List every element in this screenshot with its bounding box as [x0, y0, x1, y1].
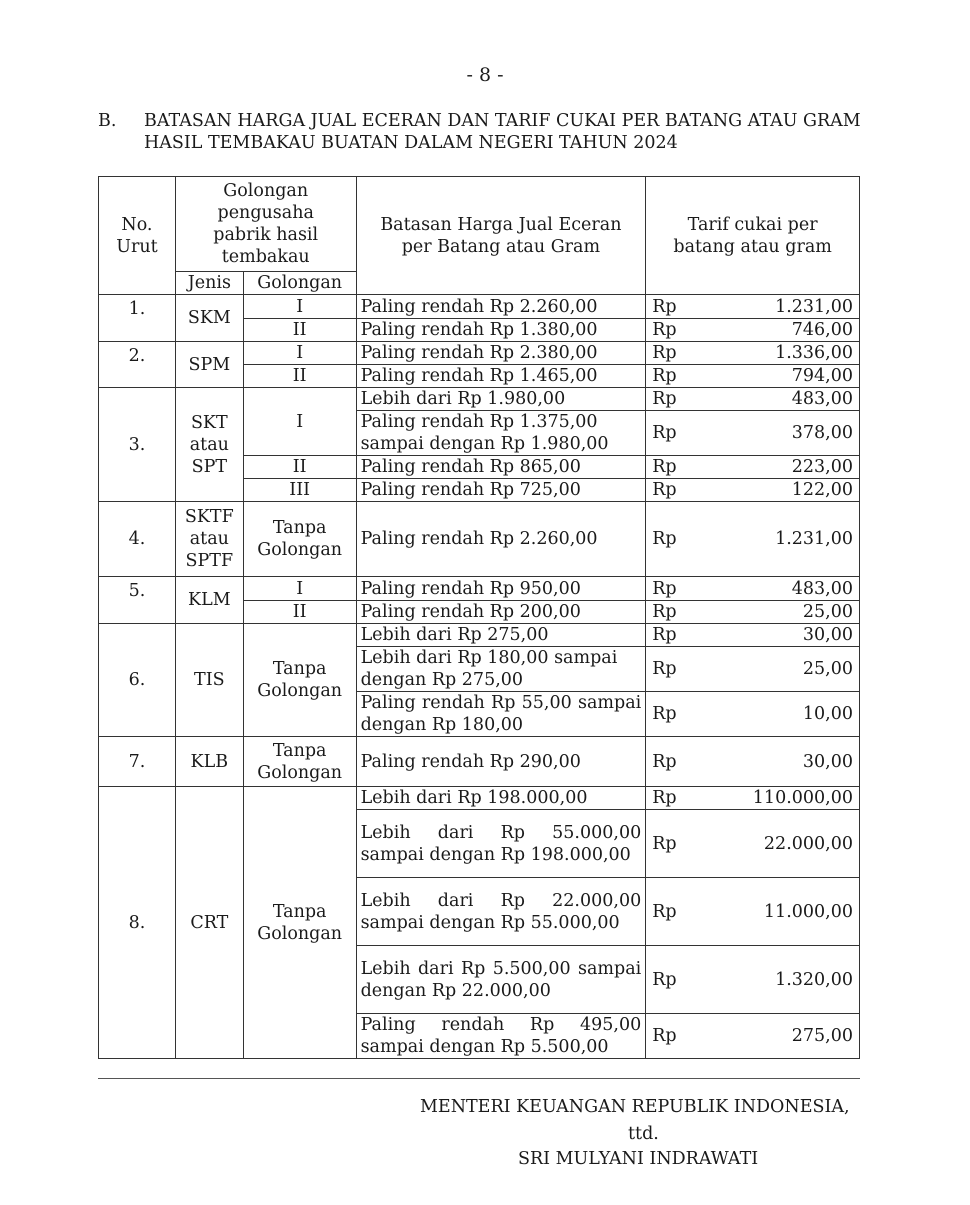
golongan-cell: Tanpa Golongan — [243, 624, 356, 737]
golongan-cell: III — [243, 479, 356, 502]
page-number: - 8 - — [466, 64, 504, 86]
tarif-table — [98, 176, 860, 1059]
tarif-cell — [646, 737, 860, 787]
harga-cell: Paling rendah Rp 2.380,00 — [356, 342, 646, 365]
table-row — [99, 295, 860, 319]
header-harga: Batasan Harga Jual Eceran per Batang atau Gram — [356, 177, 646, 295]
tarif-cell — [646, 365, 860, 388]
table-row — [99, 787, 860, 810]
tarif-value: 122,00 — [791, 480, 853, 500]
signature-ttd: ttd. — [628, 1124, 659, 1144]
harga-cell: Paling rendah Rp 2.260,00 — [356, 295, 646, 319]
tarif-cell — [646, 601, 860, 624]
harga-cell: Lebih dari Rp 5.500,00 sampai dengan Rp 22.000,00 — [356, 946, 646, 1014]
row-number: 7. — [99, 737, 176, 787]
harga-cell: Paling rendah Rp 200,00 — [356, 601, 646, 624]
tarif-cell — [646, 479, 860, 502]
table-row — [99, 624, 860, 647]
tarif-value: 275,00 — [791, 1026, 853, 1046]
tarif-cell — [646, 692, 860, 737]
harga-cell: Paling rendah Rp 865,00 — [356, 456, 646, 479]
tarif-cell — [646, 1014, 860, 1059]
golongan-cell: Tanpa Golongan — [243, 502, 356, 577]
tarif-value: 483,00 — [791, 389, 853, 409]
golongan-cell: II — [243, 601, 356, 624]
table-row — [99, 388, 860, 411]
section-heading — [98, 110, 868, 154]
harga-cell: Lebih dari Rp 1.980,00 — [356, 388, 646, 411]
table-row — [99, 737, 860, 787]
tarif-value: 378,00 — [791, 423, 853, 443]
tarif-value: 223,00 — [791, 457, 853, 477]
currency-label: Rp — [652, 389, 677, 409]
row-number: 4. — [99, 502, 176, 577]
row-number: 8. — [99, 787, 176, 1059]
tarif-cell — [646, 647, 860, 692]
currency-label: Rp — [652, 751, 677, 772]
harga-cell: Paling rendah Rp 55,00 sampai dengan Rp 180,00 — [356, 692, 646, 737]
golongan-cell: II — [243, 319, 356, 342]
jenis-cell: TIS — [175, 624, 243, 737]
jenis-cell: CRT — [175, 787, 243, 1059]
header-golongan-group: Golongan pengusaha pabrik hasil tembakau — [175, 177, 356, 272]
tarif-cell — [646, 624, 860, 647]
tarif-cell — [646, 878, 860, 946]
currency-label: Rp — [652, 901, 677, 922]
harga-cell: Lebih dari Rp 198.000,00 — [356, 787, 646, 810]
currency-label: Rp — [652, 457, 677, 477]
golongan-cell: II — [243, 456, 356, 479]
currency-label: Rp — [652, 659, 677, 679]
tarif-value: 110.000,00 — [752, 788, 853, 808]
currency-label: Rp — [652, 578, 677, 599]
signature-name: SRI MULYANI INDRAWATI — [518, 1149, 759, 1169]
currency-label: Rp — [652, 788, 677, 808]
tarif-cell — [646, 295, 860, 319]
harga-cell: Paling rendah Rp 950,00 — [356, 577, 646, 601]
harga-cell: Lebih dari Rp 22.000,00 sampai dengan Rp 55.000,00 — [356, 878, 646, 946]
harga-cell: Paling rendah Rp 290,00 — [356, 737, 646, 787]
header-golongan: Golongan — [243, 272, 356, 295]
table-row — [99, 342, 860, 365]
currency-label: Rp — [652, 833, 677, 854]
currency-label: Rp — [652, 625, 677, 645]
tarif-value: 794,00 — [791, 366, 853, 386]
harga-cell: Lebih dari Rp 275,00 — [356, 624, 646, 647]
tarif-value: 25,00 — [802, 602, 853, 622]
tarif-cell — [646, 456, 860, 479]
harga-cell: Paling rendah Rp 1.465,00 — [356, 365, 646, 388]
tarif-value: 25,00 — [802, 659, 853, 679]
tarif-cell — [646, 342, 860, 365]
tarif-value: 11.000,00 — [763, 901, 853, 922]
tarif-cell — [646, 502, 860, 577]
row-number: 3. — [99, 388, 176, 502]
tarif-value: 30,00 — [802, 751, 853, 772]
currency-label: Rp — [652, 1026, 677, 1046]
tarif-value: 30,00 — [802, 625, 853, 645]
golongan-cell: I — [243, 342, 356, 365]
jenis-cell: SKTF atau SPTF — [175, 502, 243, 577]
tarif-value: 483,00 — [791, 578, 853, 599]
tarif-value: 1.231,00 — [775, 529, 853, 549]
tarif-value: 1.231,00 — [775, 296, 853, 317]
harga-cell: Paling rendah Rp 1.375,00 sampai dengan Rp 1.980,00 — [356, 411, 646, 456]
golongan-cell: Tanpa Golongan — [243, 737, 356, 787]
tarif-cell — [646, 787, 860, 810]
currency-label: Rp — [652, 529, 677, 549]
tarif-value: 10,00 — [802, 704, 853, 724]
golongan-cell: I — [243, 295, 356, 319]
jenis-cell: SKM — [175, 295, 243, 342]
currency-label: Rp — [652, 704, 677, 724]
currency-label: Rp — [652, 320, 677, 340]
currency-label: Rp — [652, 969, 677, 990]
row-number: 1. — [99, 295, 176, 342]
golongan-cell: Tanpa Golongan — [243, 787, 356, 1059]
currency-label: Rp — [652, 423, 677, 443]
section-letter: B. — [98, 111, 117, 131]
harga-cell: Paling rendah Rp 1.380,00 — [356, 319, 646, 342]
harga-cell: Lebih dari Rp 180,00 sampai dengan Rp 275,00 — [356, 647, 646, 692]
header-jenis: Jenis — [175, 272, 243, 295]
tarif-cell — [646, 319, 860, 342]
table-row — [99, 577, 860, 601]
row-number: 2. — [99, 342, 176, 388]
jenis-cell: SPM — [175, 342, 243, 388]
currency-label: Rp — [652, 343, 677, 363]
harga-cell: Paling rendah Rp 725,00 — [356, 479, 646, 502]
harga-cell: Paling rendah Rp 2.260,00 — [356, 502, 646, 577]
tarif-value: 22.000,00 — [763, 833, 853, 854]
currency-label: Rp — [652, 480, 677, 500]
tarif-value: 1.320,00 — [775, 969, 853, 990]
jenis-cell: SKT atau SPT — [175, 388, 243, 502]
tarif-cell — [646, 411, 860, 456]
section-title: BATASAN HARGA JUAL ECERAN DAN TARIF CUKAI PER BATANG ATAU GRAM HASIL TEMBAKAU BUATAN DALAM NEGERI TAHUN 2024 — [144, 111, 861, 153]
tarif-cell — [646, 577, 860, 601]
tarif-cell — [646, 810, 860, 878]
header-tarif: Tarif cukai per batang atau gram — [646, 177, 860, 295]
signature-title: MENTERI KEUANGAN REPUBLIK INDONESIA, — [420, 1097, 850, 1117]
separator-line — [98, 1078, 860, 1079]
row-number: 5. — [99, 577, 176, 624]
row-number: 6. — [99, 624, 176, 737]
harga-cell: Paling rendah Rp 495,00 sampai dengan Rp 5.500,00 — [356, 1014, 646, 1059]
table-row — [99, 502, 860, 577]
tarif-value: 746,00 — [791, 320, 853, 340]
harga-cell: Lebih dari Rp 55.000,00 sampai dengan Rp 198.000,00 — [356, 810, 646, 878]
jenis-cell: KLM — [175, 577, 243, 624]
tarif-value: 1.336,00 — [775, 343, 853, 363]
tarif-cell — [646, 946, 860, 1014]
currency-label: Rp — [652, 602, 677, 622]
golongan-cell: I — [243, 577, 356, 601]
currency-label: Rp — [652, 366, 677, 386]
tarif-cell — [646, 388, 860, 411]
golongan-cell: I — [243, 388, 356, 456]
jenis-cell: KLB — [175, 737, 243, 787]
currency-label: Rp — [652, 296, 677, 317]
golongan-cell: II — [243, 365, 356, 388]
table-body — [99, 295, 860, 1059]
header-no: No. Urut — [99, 177, 176, 295]
